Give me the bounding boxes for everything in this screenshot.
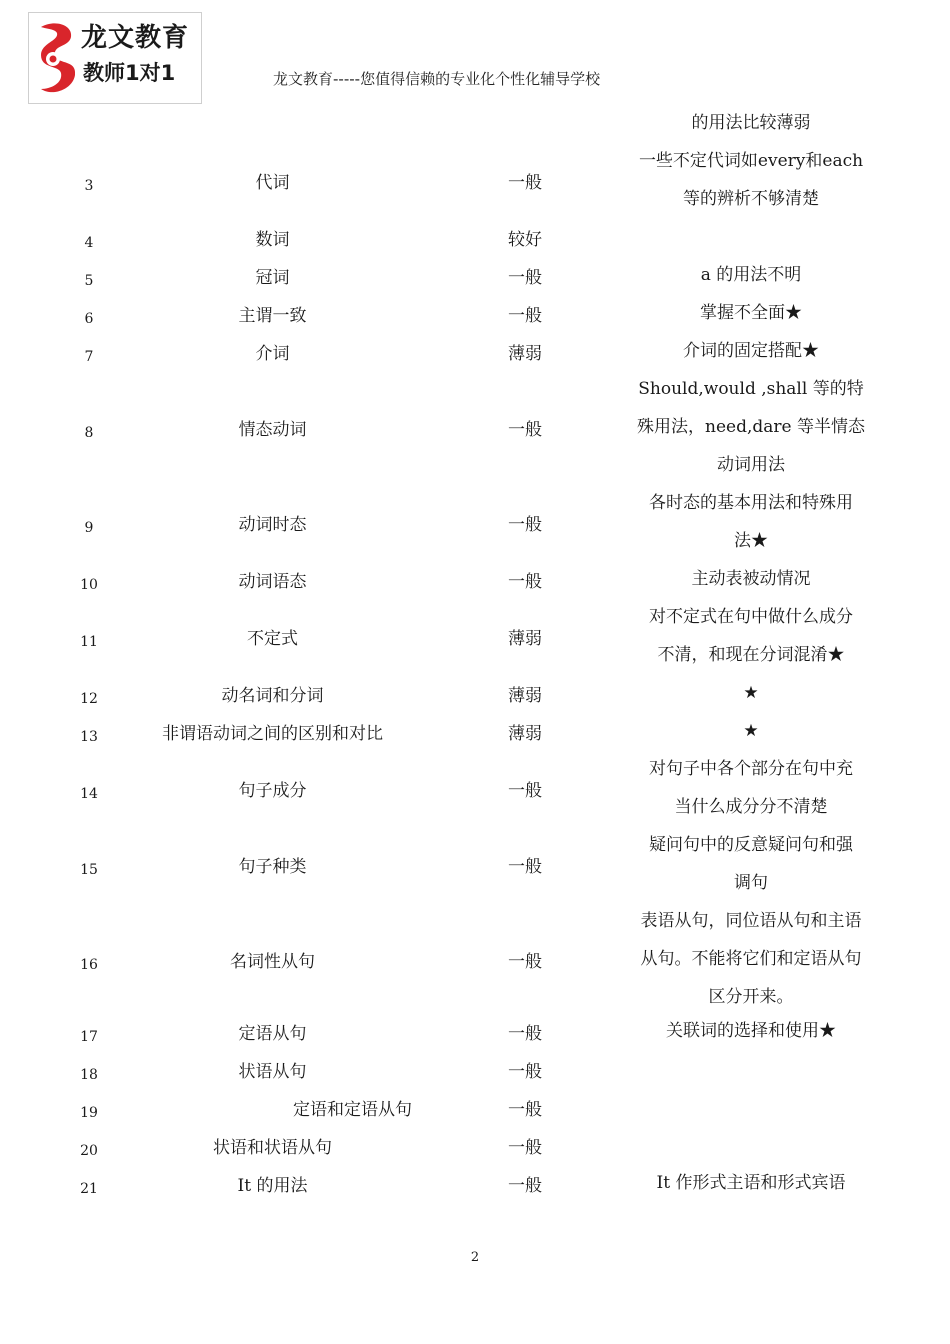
row-note (610, 826, 892, 902)
row-note (610, 484, 892, 560)
row-note-line: 各时态的基本用法和特殊用 (649, 493, 853, 513)
row-note-line: 等的辨析不够清楚 (683, 189, 819, 209)
continuation-note: 的用法比较薄弱 (691, 113, 811, 133)
row-note (610, 1164, 892, 1202)
row-note (610, 142, 892, 218)
row-number: 4 (84, 235, 94, 251)
row-note-line: 调句 (734, 873, 768, 893)
row-number: 21 (80, 1181, 98, 1197)
row-level: 一般 (508, 572, 542, 592)
row-note-line: Should,would ,shall 等的特 (638, 379, 864, 399)
page-number: 2 (470, 1250, 480, 1265)
row-note-line: 对句子中各个部分在句中充 (649, 759, 853, 779)
row-note-line: 动词用法 (717, 455, 785, 475)
row-topic: It 的用法 (237, 1176, 308, 1196)
row-level: 薄弱 (508, 686, 542, 706)
row-topic: 动词语态 (238, 572, 307, 592)
row-level: 一般 (508, 1100, 542, 1120)
row-level: 一般 (508, 420, 542, 440)
row-note-line: 掌握不全面★ (700, 303, 802, 323)
row-level: 一般 (508, 173, 542, 193)
logo (28, 12, 202, 104)
row-number: 17 (80, 1029, 98, 1045)
header-slogan: 龙文教育-----您值得信赖的专业化个性化辅导学校 (273, 70, 601, 88)
row-level: 一般 (508, 1062, 542, 1082)
row-note-line: 表语从句，同位语从句和主语 (640, 911, 862, 931)
row-level: 一般 (508, 1176, 542, 1196)
row-topic: 定语和定语从句 (293, 1100, 412, 1120)
row-topic: 代词 (255, 173, 290, 193)
row-note (610, 560, 892, 598)
row-level: 一般 (508, 306, 542, 326)
row-level: 薄弱 (508, 724, 542, 744)
logo-title: 龙文教育 (81, 23, 190, 53)
row-note (610, 370, 892, 484)
row-note (610, 750, 892, 826)
row-note-line: 一些不定代词如every和each (638, 151, 864, 171)
row-note-line: ★ (743, 721, 759, 741)
row-topic: 句子种类 (238, 857, 307, 877)
row-topic: 动词时态 (238, 515, 307, 535)
row-note (610, 712, 892, 750)
row-topic: 句子成分 (238, 781, 307, 801)
row-note-line: ★ (743, 683, 759, 703)
row-level: 一般 (508, 268, 542, 288)
row-number: 9 (84, 520, 94, 536)
dragon-logo-icon (33, 19, 83, 99)
row-level: 较好 (508, 230, 542, 250)
row-level: 一般 (508, 1024, 542, 1044)
row-note (610, 674, 892, 712)
row-topic: 名词性从句 (230, 952, 315, 972)
row-note (610, 1012, 892, 1050)
row-number: 12 (80, 691, 98, 707)
row-number: 19 (80, 1105, 98, 1121)
row-number: 6 (84, 311, 94, 327)
row-note (610, 294, 892, 332)
row-number: 3 (84, 178, 94, 194)
row-note (610, 256, 892, 294)
row-number: 8 (84, 425, 94, 441)
row-note-line: 主动表被动情况 (691, 569, 811, 589)
row-level: 一般 (508, 515, 542, 535)
row-note-line: 区分开来。 (708, 987, 794, 1007)
row-note (610, 902, 892, 1016)
row-level: 一般 (508, 952, 542, 972)
row-note (610, 598, 892, 674)
row-note-line: 当什么成分分不清楚 (674, 797, 828, 817)
row-topic: 动名词和分词 (221, 686, 324, 706)
row-note-line: a 的用法不明 (700, 265, 802, 285)
row-level: 一般 (508, 857, 542, 877)
row-note (610, 332, 892, 370)
row-number: 14 (80, 786, 98, 802)
row-number: 16 (80, 957, 98, 973)
logo-subtitle: 教师1对1 (83, 61, 176, 85)
row-topic: 数词 (255, 230, 290, 250)
row-topic: 情态动词 (238, 420, 307, 440)
row-topic: 冠词 (255, 268, 290, 288)
row-topic: 状语从句 (238, 1062, 307, 1082)
row-topic: 定语从句 (238, 1024, 307, 1044)
row-note-line: 殊用法，need,dare 等半情态 (637, 417, 865, 437)
row-topic: 介词 (255, 344, 290, 364)
row-number: 13 (80, 729, 98, 745)
row-note-line: 对不定式在句中做什么成分 (649, 607, 853, 627)
row-note-line: 疑问句中的反意疑问句和强 (649, 835, 853, 855)
row-number: 18 (80, 1067, 98, 1083)
row-topic: 非谓语动词之间的区别和对比 (162, 724, 383, 744)
row-number: 10 (80, 577, 98, 593)
row-number: 7 (84, 349, 94, 365)
row-level: 一般 (508, 781, 542, 801)
row-topic: 状语和状语从句 (213, 1138, 332, 1158)
row-topic: 不定式 (247, 629, 298, 649)
row-topic: 主谓一致 (238, 306, 307, 326)
row-number: 20 (80, 1143, 98, 1159)
row-number: 5 (84, 273, 94, 289)
row-level: 薄弱 (508, 344, 542, 364)
row-note-line: 从句。不能将它们和定语从句 (640, 949, 862, 969)
row-note-line: 法★ (734, 531, 768, 551)
row-level: 一般 (508, 1138, 542, 1158)
row-note-line: It 作形式主语和形式宾语 (656, 1173, 846, 1193)
row-note-line: 关联词的选择和使用★ (666, 1021, 836, 1041)
row-note-line: 介词的固定搭配★ (683, 341, 819, 361)
row-number: 15 (80, 862, 98, 878)
row-level: 薄弱 (508, 629, 542, 649)
row-note-line: 不清，和现在分词混淆★ (657, 645, 845, 665)
row-number: 11 (80, 634, 98, 650)
